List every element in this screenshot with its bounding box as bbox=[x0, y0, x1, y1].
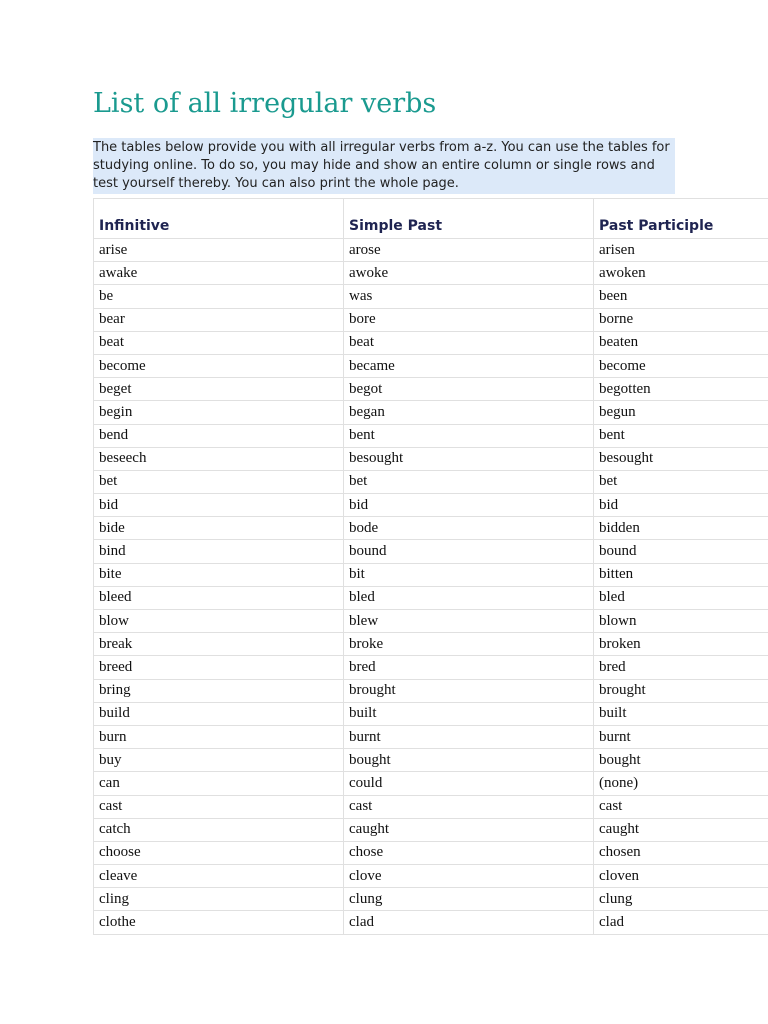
intro-paragraph: The tables below provide you with all irregular verbs from a-z. You can use the tables for studying online. To do so, you may hide and show an entire column or single rows and test yourself thereby. You can also print the whole page. bbox=[93, 138, 675, 194]
cell-simple-past: chose bbox=[344, 841, 594, 864]
cell-past-participle: caught bbox=[594, 818, 768, 841]
cell-past-participle: broken bbox=[594, 633, 768, 656]
cell-past-participle: bled bbox=[594, 586, 768, 609]
cell-infinitive: arise bbox=[94, 239, 344, 262]
cell-past-participle: begotten bbox=[594, 378, 768, 401]
table-body bbox=[94, 239, 768, 935]
cell-infinitive: cling bbox=[94, 888, 344, 911]
table-row bbox=[94, 586, 768, 609]
cell-infinitive: bring bbox=[94, 679, 344, 702]
cell-infinitive: burn bbox=[94, 725, 344, 748]
cell-infinitive: bide bbox=[94, 517, 344, 540]
cell-simple-past: built bbox=[344, 702, 594, 725]
table-row bbox=[94, 563, 768, 586]
cell-infinitive: buy bbox=[94, 749, 344, 772]
cell-infinitive: breed bbox=[94, 656, 344, 679]
table-row bbox=[94, 911, 768, 934]
cell-infinitive: awake bbox=[94, 262, 344, 285]
cell-simple-past: broke bbox=[344, 633, 594, 656]
table-row bbox=[94, 772, 768, 795]
cell-simple-past: bred bbox=[344, 656, 594, 679]
cell-past-participle: bitten bbox=[594, 563, 768, 586]
table-row bbox=[94, 656, 768, 679]
cell-past-participle: been bbox=[594, 285, 768, 308]
cell-simple-past: was bbox=[344, 285, 594, 308]
cell-infinitive: can bbox=[94, 772, 344, 795]
table-row bbox=[94, 818, 768, 841]
cell-infinitive: choose bbox=[94, 841, 344, 864]
cell-simple-past: awoke bbox=[344, 262, 594, 285]
cell-simple-past: began bbox=[344, 401, 594, 424]
header-simple-past: Simple Past bbox=[344, 199, 594, 239]
table-row bbox=[94, 841, 768, 864]
table-row bbox=[94, 239, 768, 262]
cell-past-participle: awoken bbox=[594, 262, 768, 285]
cell-simple-past: bet bbox=[344, 470, 594, 493]
cell-past-participle: bred bbox=[594, 656, 768, 679]
cell-infinitive: begin bbox=[94, 401, 344, 424]
cell-past-participle: begun bbox=[594, 401, 768, 424]
cell-simple-past: bore bbox=[344, 308, 594, 331]
cell-past-participle: become bbox=[594, 354, 768, 377]
cell-simple-past: cast bbox=[344, 795, 594, 818]
table-row bbox=[94, 725, 768, 748]
cell-infinitive: cleave bbox=[94, 865, 344, 888]
cell-past-participle: bidden bbox=[594, 517, 768, 540]
table-row bbox=[94, 702, 768, 725]
header-past-participle: Past Participle bbox=[594, 199, 768, 239]
table-row bbox=[94, 262, 768, 285]
cell-simple-past: besought bbox=[344, 447, 594, 470]
cell-past-participle: cloven bbox=[594, 865, 768, 888]
table-row bbox=[94, 285, 768, 308]
cell-past-participle: bet bbox=[594, 470, 768, 493]
header-infinitive: Infinitive bbox=[94, 199, 344, 239]
table-header-row bbox=[94, 199, 768, 239]
cell-simple-past: bit bbox=[344, 563, 594, 586]
cell-past-participle: besought bbox=[594, 447, 768, 470]
table-row bbox=[94, 378, 768, 401]
cell-simple-past: bent bbox=[344, 424, 594, 447]
table-row bbox=[94, 494, 768, 517]
table-row bbox=[94, 308, 768, 331]
page-title: List of all irregular verbs bbox=[93, 88, 437, 119]
cell-infinitive: build bbox=[94, 702, 344, 725]
cell-past-participle: clung bbox=[594, 888, 768, 911]
table-row bbox=[94, 610, 768, 633]
cell-infinitive: bend bbox=[94, 424, 344, 447]
table-row bbox=[94, 749, 768, 772]
cell-simple-past: bled bbox=[344, 586, 594, 609]
table-row bbox=[94, 354, 768, 377]
cell-simple-past: bought bbox=[344, 749, 594, 772]
cell-past-participle: beaten bbox=[594, 331, 768, 354]
cell-past-participle: burnt bbox=[594, 725, 768, 748]
cell-infinitive: bind bbox=[94, 540, 344, 563]
cell-simple-past: caught bbox=[344, 818, 594, 841]
cell-infinitive: be bbox=[94, 285, 344, 308]
cell-past-participle: bid bbox=[594, 494, 768, 517]
cell-infinitive: bleed bbox=[94, 586, 344, 609]
cell-past-participle: (none) bbox=[594, 772, 768, 795]
cell-past-participle: chosen bbox=[594, 841, 768, 864]
cell-simple-past: brought bbox=[344, 679, 594, 702]
cell-past-participle: blown bbox=[594, 610, 768, 633]
cell-infinitive: bet bbox=[94, 470, 344, 493]
cell-past-participle: clad bbox=[594, 911, 768, 934]
table-row bbox=[94, 517, 768, 540]
cell-infinitive: beseech bbox=[94, 447, 344, 470]
table-row bbox=[94, 470, 768, 493]
cell-simple-past: bid bbox=[344, 494, 594, 517]
cell-infinitive: bid bbox=[94, 494, 344, 517]
cell-past-participle: cast bbox=[594, 795, 768, 818]
cell-past-participle: bent bbox=[594, 424, 768, 447]
cell-past-participle: brought bbox=[594, 679, 768, 702]
cell-infinitive: beget bbox=[94, 378, 344, 401]
table-row bbox=[94, 865, 768, 888]
cell-past-participle: bought bbox=[594, 749, 768, 772]
cell-infinitive: clothe bbox=[94, 911, 344, 934]
cell-past-participle: arisen bbox=[594, 239, 768, 262]
cell-simple-past: could bbox=[344, 772, 594, 795]
cell-past-participle: built bbox=[594, 702, 768, 725]
cell-infinitive: break bbox=[94, 633, 344, 656]
table-row bbox=[94, 679, 768, 702]
cell-simple-past: bode bbox=[344, 517, 594, 540]
table-row bbox=[94, 401, 768, 424]
table-row bbox=[94, 331, 768, 354]
cell-infinitive: cast bbox=[94, 795, 344, 818]
table-row bbox=[94, 540, 768, 563]
cell-past-participle: bound bbox=[594, 540, 768, 563]
cell-simple-past: burnt bbox=[344, 725, 594, 748]
table-row bbox=[94, 424, 768, 447]
cell-infinitive: bear bbox=[94, 308, 344, 331]
cell-simple-past: clad bbox=[344, 911, 594, 934]
table-row bbox=[94, 795, 768, 818]
cell-simple-past: arose bbox=[344, 239, 594, 262]
cell-simple-past: clove bbox=[344, 865, 594, 888]
cell-infinitive: bite bbox=[94, 563, 344, 586]
table-row bbox=[94, 888, 768, 911]
cell-past-participle: borne bbox=[594, 308, 768, 331]
cell-simple-past: clung bbox=[344, 888, 594, 911]
cell-simple-past: blew bbox=[344, 610, 594, 633]
cell-simple-past: became bbox=[344, 354, 594, 377]
cell-simple-past: begot bbox=[344, 378, 594, 401]
cell-infinitive: catch bbox=[94, 818, 344, 841]
irregular-verbs-table bbox=[93, 198, 768, 935]
table-row bbox=[94, 633, 768, 656]
cell-simple-past: bound bbox=[344, 540, 594, 563]
cell-infinitive: blow bbox=[94, 610, 344, 633]
table-row bbox=[94, 447, 768, 470]
cell-infinitive: beat bbox=[94, 331, 344, 354]
cell-infinitive: become bbox=[94, 354, 344, 377]
cell-simple-past: beat bbox=[344, 331, 594, 354]
